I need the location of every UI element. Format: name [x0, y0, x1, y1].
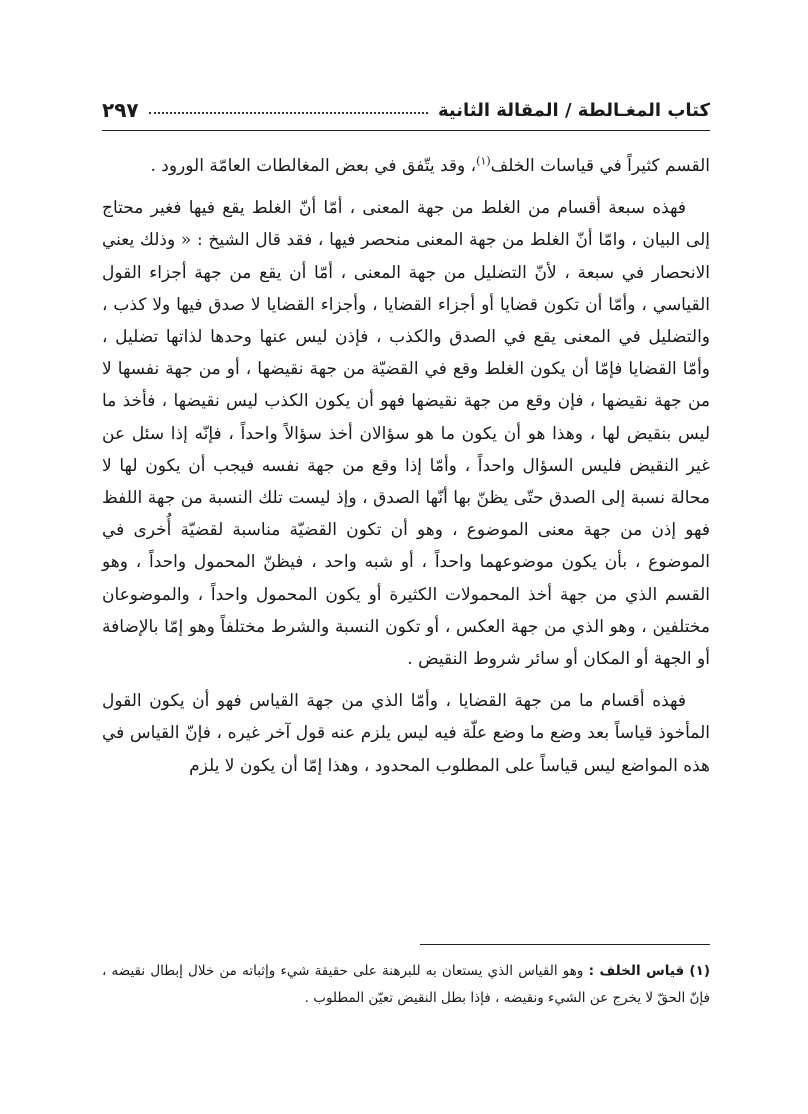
footnote-separator	[420, 944, 710, 945]
main-text	[102, 150, 710, 782]
footnote-1-term: قياس الخلف :	[588, 963, 685, 979]
header-dot-leader	[149, 106, 428, 114]
paragraph-1	[102, 150, 710, 182]
paragraph-1-text-a: القسم كثيراً في قياسات الخلف	[490, 156, 710, 176]
footnote-1	[102, 958, 710, 1012]
running-header	[102, 90, 710, 131]
page-number: ٢٩٧	[102, 98, 139, 122]
footnote-1-number: (١)	[689, 963, 710, 979]
paragraph-1-text-b: ، وقد يتّفق في بعض المغالطات العامّة الورود .	[150, 156, 477, 176]
paragraph-3: فهذه أقسام ما من جهة القضايا ، وأمّا الذي من جهة القياس فهو أن يكون القول المأخوذ قياساً بعد وضع ما وضع علّة فيه ليس يلزم عنه قول آخر غيره ، فإنّ القياس في هذه المواضع ليس قياساً على المطلوب المحدود ، وهذا إمّا أن يكون لا يلزم	[102, 691, 710, 776]
footnote-reference[interactable]: (١)	[476, 154, 491, 168]
paragraph-2: فهذه سبعة أقسام من الغلط من جهة المعنى ، أمّا أنّ الغلط يقع فيها فغير محتاج إلى البيان ، وامّا أنّ الغلط من جهة المعنى منحصر فيها ، فقد قال الشيخ : « وذلك يعني الانحصار في سبعة ، لأنّ التضليل من جهة المعنى ، أمّا أن يقع من جهة أجزاء القول القياسي ، وأمّا أن تكون قضايا أو أجزاء القضايا ، وأجزاء القضايا لا صدق فيها ولا كذب ، والتضليل في المعنى يقع في الصدق والكذب ، فإذن ليس عنها وحدها لذاتها تضليل ، وأمّا القضايا فإمّا أن يكون الغلط وقع في القضيّة من جهة نقيضها ، أو من جهة نفسها لا من جهة نقيضها ، فإن وقع من جهة نقيضها فهو أن يكون الكذب ليس نقيضها ، فأخذ ما ليس بنقيض لها ، وهذا هو أن يكون ما هو سؤالان أخذ سؤالاً واحداً ، فإنّه إذا سئل عن غير النقيض فليس السؤال واحداً ، وأمّا إذا وقع من جهة نفسه فيجب أن يكون لها لا محالة نسبة إلى الصدق حتّى يظنّ بها أنّها الصدق ، وإذ ليست تلك النسبة من جهة اللفظ فهو إذن من جهة معنى الموضوع ، وهو أن تكون القضيّة مناسبة لقضيّة أُخرى في الموضوع ، بأن يكون موضوعهما واحداً ، أو شبه واحد ، فيظنّ المحمول واحداً ، وهو القسم الذي من جهة أخذ المحمولات الكثيرة أو يكون المحمول واحداً ، والموضوعان مختلفين ، وهو الذي من جهة العكس ، أو تكون النسبة والشرط مختلفاً وهو إمّا بالإضافة أو الجهة أو المكان أو سائر شروط النقيض .	[102, 198, 710, 670]
header-title: كتاب المغـالطة / المقالة الثانية	[437, 99, 710, 121]
footnotes	[102, 958, 710, 1012]
footnote-1-text: وهو القياس الذي يستعان به للبرهنة على حقيقة شيء وإثباته من خلال إبطال نقيضه ، فإنّ الحقّ لا يخرج عن الشيء ونقيضه ، فإذا بطل النقيض تعيّن المطلوب .	[102, 963, 710, 1006]
